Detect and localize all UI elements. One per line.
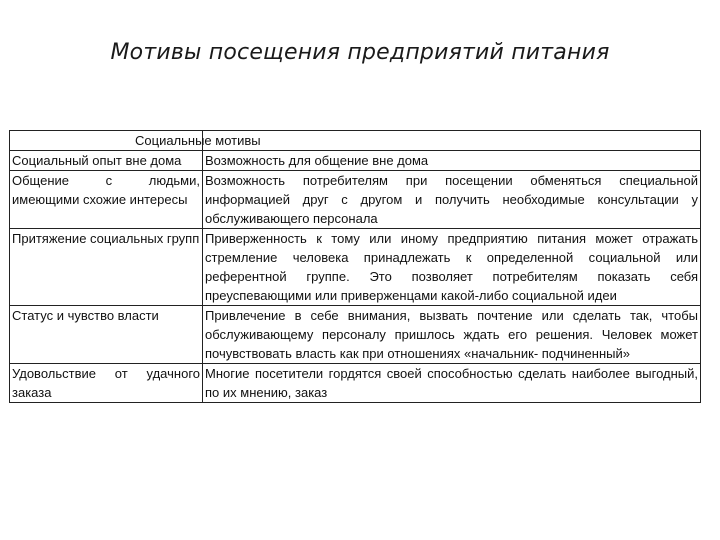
table-row: [10, 171, 701, 229]
header-text: Социальные мотивы: [135, 133, 261, 148]
description-cell: Приверженность к тому или иному предприятию питания может отражать стремление человека принадлежать к определенной социальной или референтной группе. Это позволяет потребителям показать себя преуспевающими или приверженцами какой-либо социальной идеи: [203, 229, 701, 306]
description-cell: Привлечение в себе внимания, вызвать почтение или сделать так, чтобы обслуживающему персоналу пришлось ждать его решения. Человек может почувствовать власть как при отношениях «начальник- подчиненный»: [203, 306, 701, 364]
motive-cell: Притяжение социальных групп: [10, 229, 203, 306]
motive-cell: Удовольствие от удачного заказа: [10, 364, 203, 403]
description-cell: Возможность для общение вне дома: [203, 151, 701, 171]
table-row: [10, 306, 701, 364]
header-cell: [135, 131, 701, 151]
table-header-row: [10, 131, 701, 151]
motive-cell: Социальный опыт вне дома: [10, 151, 203, 171]
table-row: [10, 151, 701, 171]
motive-cell: Статус и чувство власти: [10, 306, 203, 364]
table-row: [10, 364, 701, 403]
description-cell: Возможность потребителям при посещении обменяться специальной информацией друг с другом и получить необходимые консультации у обслуживающего персонала: [203, 171, 701, 229]
table-row: [10, 229, 701, 306]
slide-title: Мотивы посещения предприятий питания: [110, 40, 610, 65]
motive-cell: Общение с людьми, имеющими схожие интересы: [10, 171, 203, 229]
description-cell: Многие посетители гордятся своей способностью сделать наиболее выгодный, по их мнению, заказ: [203, 364, 701, 403]
motives-table: [9, 130, 701, 403]
